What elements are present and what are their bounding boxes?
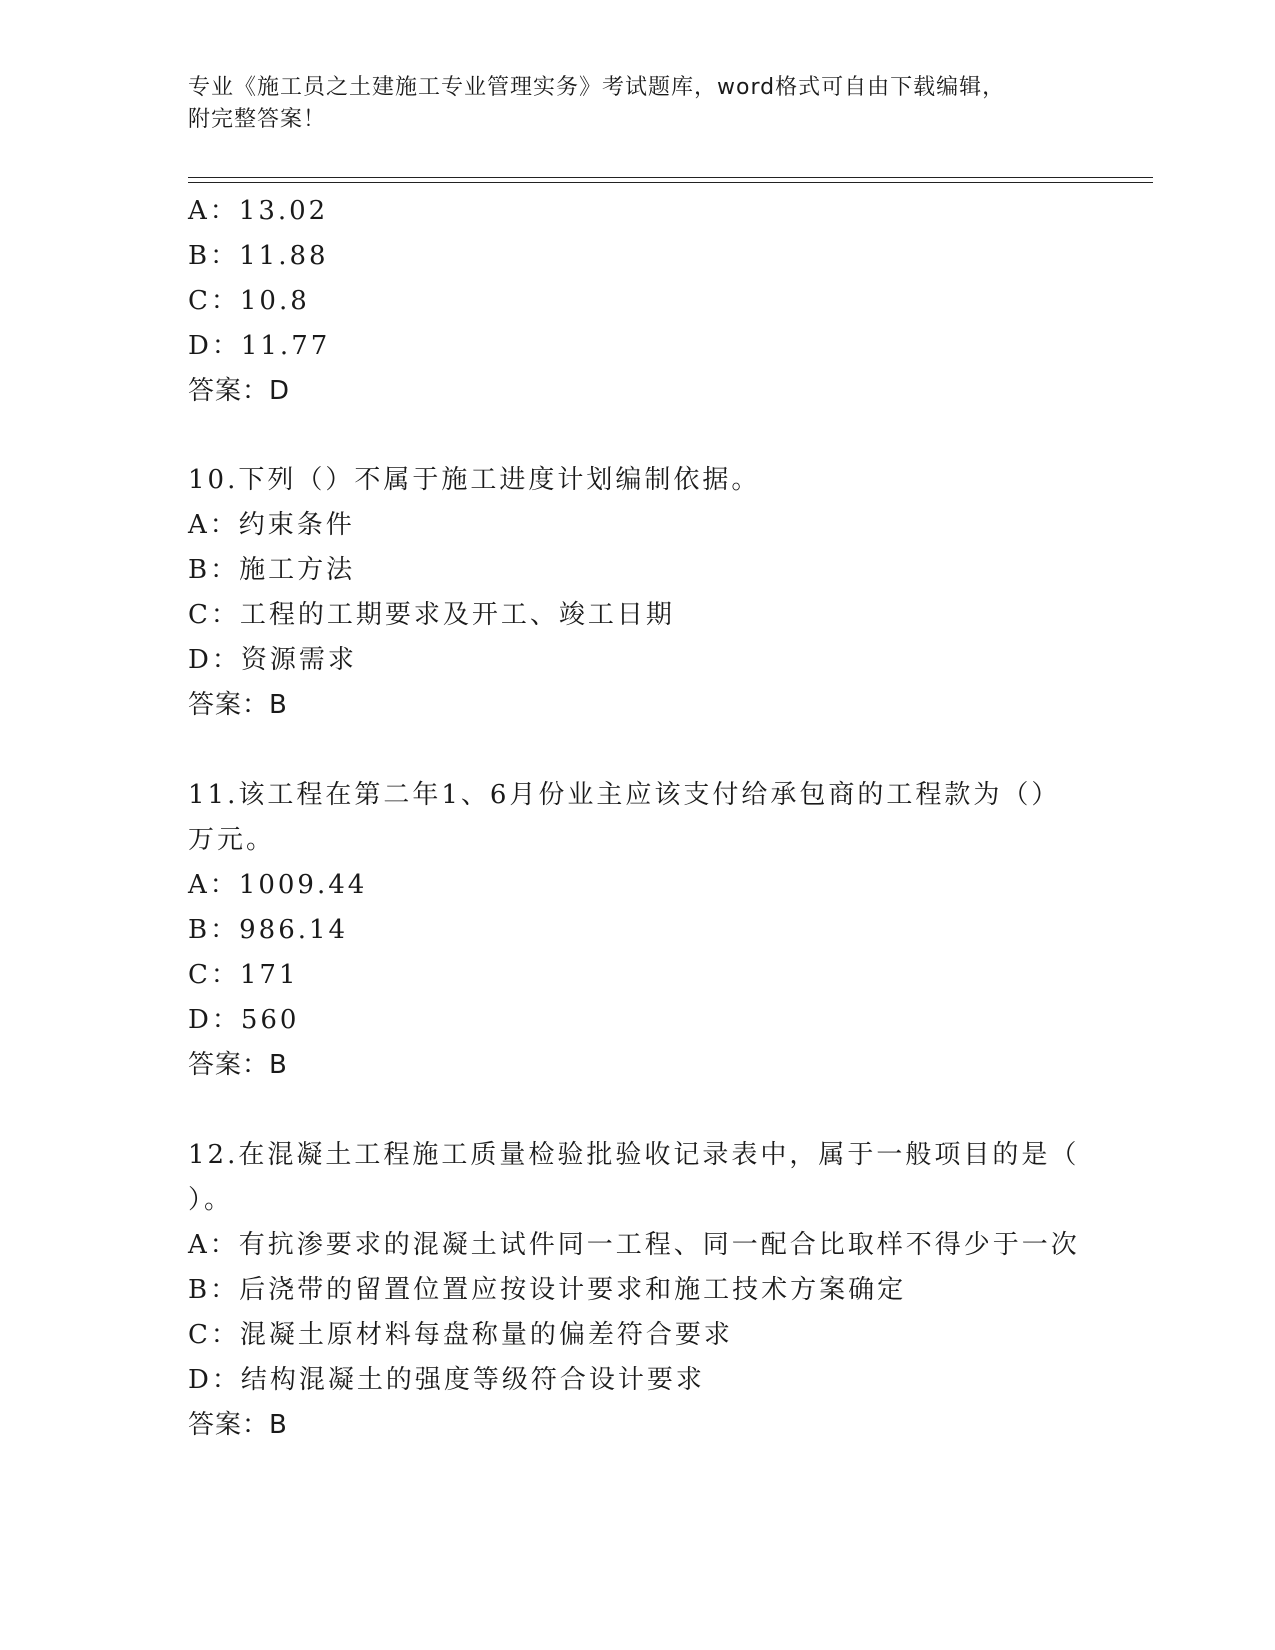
q11-option-c: C：171 (188, 960, 299, 990)
q9-option-b: B：11.88 (188, 241, 329, 271)
q12-stem-line-1: 12.在混凝土工程施工质量检验批验收记录表中，属于一般项目的是（ (188, 1140, 1080, 1170)
q10-stem: 10.下列（）不属于施工进度计划编制依据。 (188, 465, 761, 495)
q12-stem-line-2: ）。 (188, 1185, 234, 1215)
q11-stem-line-1: 11.该工程在第二年1、6月份业主应该支付给承包商的工程款为（） (188, 780, 1061, 810)
q10-option-b: B：施工方法 (188, 555, 356, 585)
q10-option-d: D：资源需求 (188, 645, 357, 675)
q12-option-d: D：结构混凝土的强度等级符合设计要求 (188, 1365, 705, 1395)
q11-stem-line-2: 万元。 (188, 825, 276, 855)
header-line-1: 专业《施工员之土建施工专业管理实务》考试题库，word格式可自由下载编辑， (188, 75, 1006, 100)
q12-option-c: C：混凝土原材料每盘称量的偏差符合要求 (188, 1320, 733, 1350)
q9-option-c: C：10.8 (188, 286, 310, 316)
header-divider-top (188, 177, 1153, 178)
q12-option-b: B：后浇带的留置位置应按设计要求和施工技术方案确定 (188, 1275, 907, 1305)
document-header (188, 72, 1088, 136)
q12-answer: 答案：B (188, 1410, 288, 1440)
q11-option-d: D：560 (188, 1005, 300, 1035)
q10-option-c: C：工程的工期要求及开工、竣工日期 (188, 600, 675, 630)
header-line-2: 附完整答案！ (188, 107, 327, 132)
q9-option-a: A：13.02 (188, 196, 329, 226)
q10-answer: 答案：B (188, 690, 288, 720)
q9-option-d: D：11.77 (188, 331, 331, 361)
q12-option-a: A：有抗渗要求的混凝土试件同一工程、同一配合比取样不得少于一次 (188, 1230, 1080, 1260)
q9-answer: 答案：D (188, 376, 291, 406)
q11-option-a: A：1009.44 (188, 870, 368, 900)
q10-option-a: A：约束条件 (188, 510, 355, 540)
header-divider-bottom (188, 182, 1153, 183)
q11-answer: 答案：B (188, 1050, 288, 1080)
q11-option-b: B：986.14 (188, 915, 349, 945)
